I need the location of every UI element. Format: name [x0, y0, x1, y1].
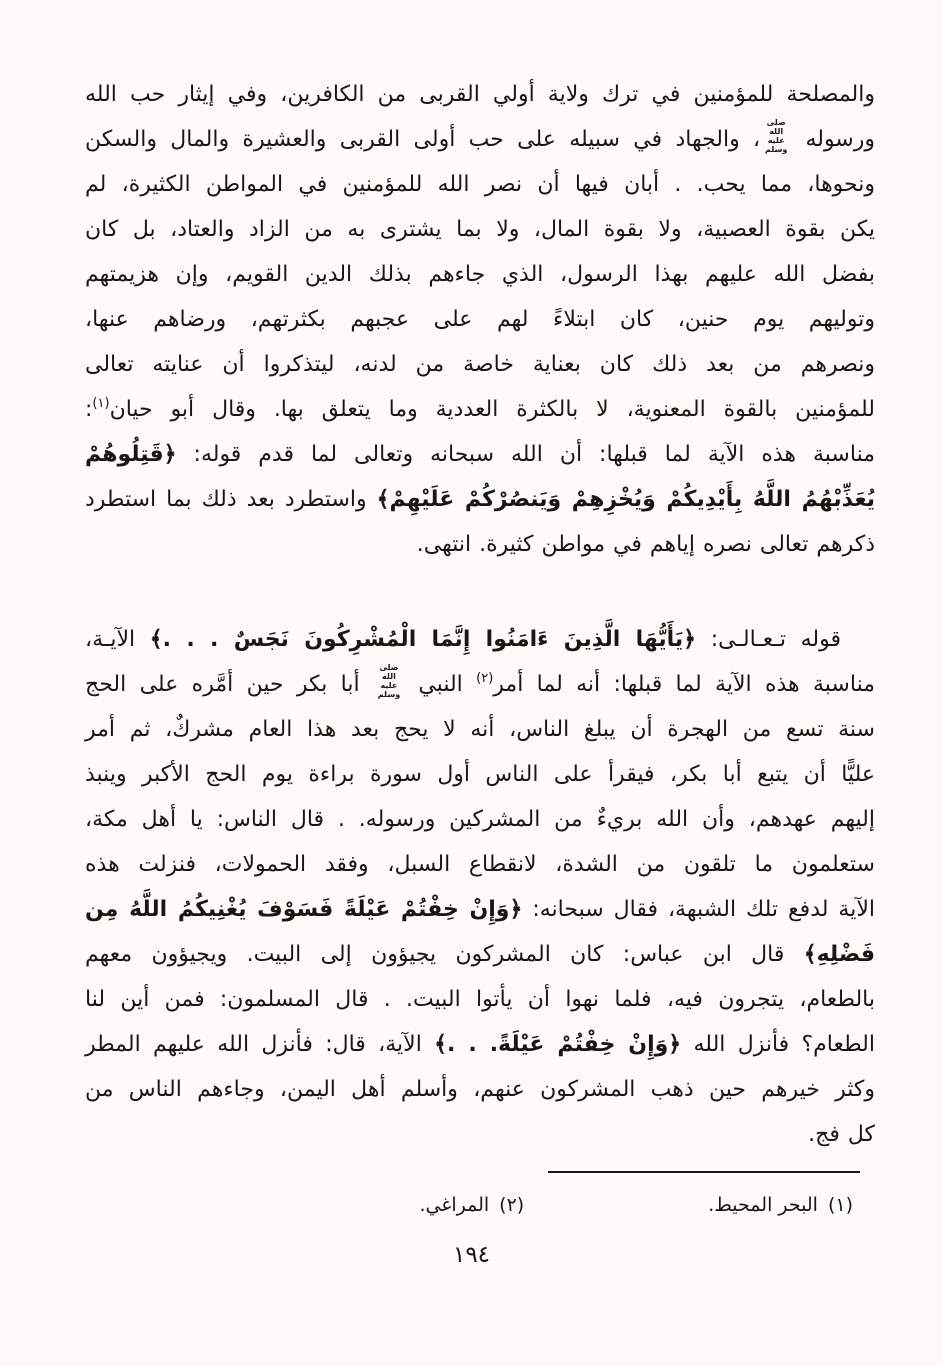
text-line	[85, 842, 875, 887]
quran-verse: فَضْلِهِ﴾	[803, 942, 875, 967]
line-text: :	[85, 397, 93, 422]
line-text: مناسبة هذه الآية لما قبلها: أنه لما أمر	[493, 672, 875, 697]
footnote-1	[708, 1186, 853, 1224]
line-text: النبي	[404, 672, 477, 697]
line-text: ونحوها، مما يحب. . أبان فيها أن نصر الله للمؤمنين في المواطن الكثيرة، لم	[85, 172, 875, 197]
text-line	[85, 977, 875, 1022]
line-text: بالطعام، يتجرون فيه، فلما نهوا أن يأتوا البيت. . قال المسلمون: فمن أين لنا	[85, 987, 875, 1012]
line-text: كل فج.	[808, 1122, 875, 1147]
text-line	[85, 752, 875, 797]
text-line	[85, 932, 875, 977]
text-line	[85, 477, 875, 522]
line-text: وتوليهم يوم حنين، كان ابتلاءً لهم على عجبهم بكثرتهم، ورضاهم عنها،	[85, 307, 875, 332]
line-text: للمؤمنين بالقوة المعنوية، لا بالكثرة العددية وما يتعلق بها. وقال أبو حيان	[109, 397, 875, 422]
quran-verse: يُعَذِّبْهُمُ اللَّهُ بِأَيْدِيكُمْ وَيُخْزِهِمْ وَيَنصُرْكُمْ عَلَيْهِمْ﴾	[376, 487, 875, 512]
text-line	[85, 522, 875, 567]
line-text: الآيـة،	[85, 627, 150, 652]
line-text: ورسوله	[792, 127, 875, 152]
paragraph-1	[85, 72, 875, 567]
text-line	[85, 342, 875, 387]
line-text: قوله تـعـالـى:	[696, 627, 841, 652]
line-text: عليًّا أن يتبع أبا بكر، فيقرأ على الناس أول سورة براءة يوم الحج الأكبر وينبذ	[85, 762, 875, 787]
paragraph-2	[85, 617, 875, 1157]
line-text: بفضل الله عليهم بهذا الرسول، الذي جاءهم بذلك الدين القويم، وإن هزيمتهم	[85, 262, 875, 287]
line-text: ذكرهم تعالى نصره إياهم في مواطن كثيرة. انتهى.	[416, 532, 875, 557]
footnote-divider	[548, 1171, 860, 1173]
footnote-text: البحر المحيط.	[708, 1194, 818, 1216]
footnotes-row	[73, 1186, 853, 1224]
line-text: ، والجهاد في سبيله على حب أولى القربى والعشيرة والمال والسكن	[85, 127, 761, 152]
line-text: ستعلمون ما تلقون من الشدة، لانقطاع السبل، وفقد الحمولات، فنزلت هذه	[85, 852, 875, 877]
text-line: للمؤمنين بالقوة المعنوية، لا بالكثرة العددية وما يتعلق بها. وقال أبو حيان(١):	[85, 396, 875, 422]
prophet-seal-icon: صلى الله عليه وسلم	[764, 118, 788, 154]
footnote-number: (٢)	[499, 1194, 525, 1216]
text-line	[85, 887, 875, 932]
line-text: قال ابن عباس: كان المشركون يجيؤون إلى البيت. ويجيؤون معهم	[85, 942, 804, 967]
text-line	[85, 707, 875, 752]
quran-verse: ﴿يَأَيُّهَا الَّذِينَ ءَامَنُوا إِنَّمَا الْمُشْرِكُونَ نَجَسٌ . . .﴾	[149, 627, 697, 652]
line-text: وكثر خيرهم حين ذهب المشركون عنهم، وأسلم أهل اليمن، وجاءهم الناس من	[85, 1077, 875, 1102]
line-text: ونصرهم من بعد ذلك كان بعناية خاصة من لدنه، ليتذكروا أن عنايته تعالى	[85, 352, 875, 377]
page-number: ١٩٤	[452, 1242, 491, 1268]
text-line	[85, 72, 875, 117]
text-line	[85, 797, 875, 842]
text-line	[85, 297, 875, 342]
line-text: سنة تسع من الهجرة أن يبلغ الناس، أنه لا يحج بعد هذا العام مشركٌ، ثم أمر	[85, 717, 875, 742]
line-text: إليهم عهدهم، وأن الله بريءٌ من المشركين ورسوله. . قال الناس: يا أهل مكة،	[85, 807, 875, 832]
footnote-text: المراغي.	[419, 1194, 490, 1216]
line-text: الآية، قال: فأنزل الله عليهم المطر	[85, 1032, 435, 1057]
quran-verse: ﴿وَإِنْ خِفْتُمْ عَيْلَةً. . .﴾	[434, 1032, 682, 1057]
text-line	[85, 1022, 875, 1067]
footnote-number: (١)	[827, 1194, 853, 1216]
quran-verse: ﴿قَتِلُوهُمْ	[85, 442, 177, 467]
line-text: الطعام؟ فأنزل الله	[681, 1032, 875, 1057]
text-line	[85, 252, 875, 297]
text-line	[85, 207, 875, 252]
text-line	[85, 1067, 875, 1112]
text-line	[85, 1112, 875, 1157]
prophet-seal-icon: صلى الله عليه وسلم	[377, 663, 401, 699]
quran-verse: ﴿وَإِنْ خِفْتُمْ عَيْلَةً فَسَوْفَ يُغْنِيكُمُ اللَّهُ مِن	[85, 897, 523, 922]
line-text: يكن بقوة العصبية، ولا بقوة المال، ولا بما يشترى به من الزاد والعتاد، بل كان	[85, 217, 875, 242]
line-text: والمصلحة للمؤمنين في ترك ولاية أولي القربى من الكافرين، وفي إيثار حب الله	[85, 82, 875, 107]
text-line	[85, 432, 875, 477]
line-text: مناسبة هذه الآية لما قبلها: أن الله سبحانه وتعالى لما قدم قوله:	[176, 442, 875, 467]
text-line: مناسبة هذه الآية لما قبلها: أنه لما أمر(٢) النبي صلى الله عليه وسلم أبا بكر حين أمَّره على الحج	[85, 663, 875, 699]
text-line	[85, 117, 875, 162]
footnote-2	[420, 1186, 525, 1224]
line-text: أبا بكر حين أمَّره على الحج	[85, 672, 373, 697]
line-text: واستطرد بعد ذلك بما استطرد	[85, 487, 377, 512]
text-line	[85, 617, 875, 662]
main-text	[85, 72, 875, 1157]
line-text: الآية لدفع تلك الشبهة، فقال سبحانه:	[522, 897, 875, 922]
text-line	[85, 162, 875, 207]
